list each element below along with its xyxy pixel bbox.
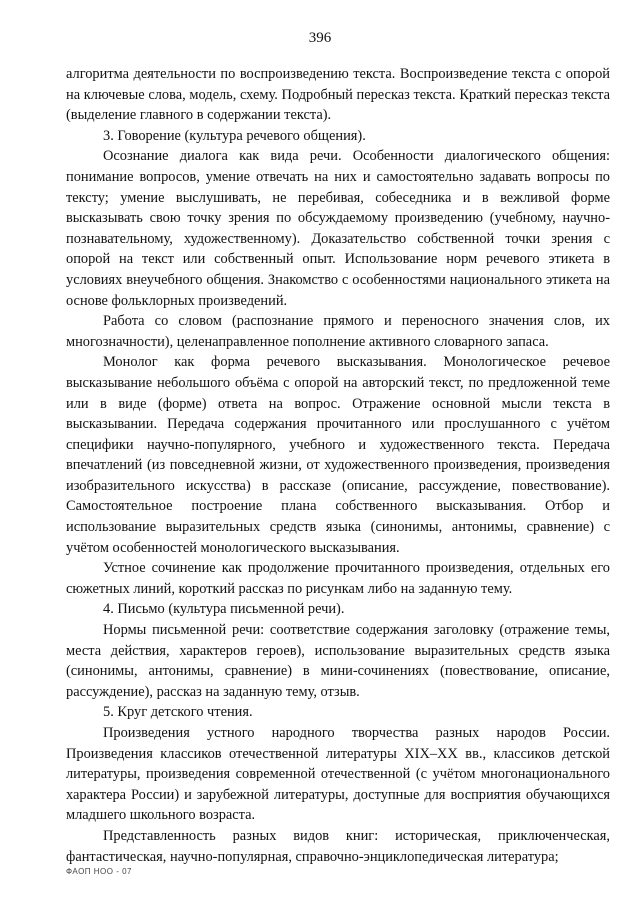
paragraph-works: Произведения устного народного творчества разных народов России. Произведения классиков отечественной литературы XIX–XX вв., классиков детской литературы, произведения современной отечественной (с учётом многонационального характера России) и зарубежной литературы, доступные для восприятия обучающихся младшего школьного возраста.	[66, 725, 610, 824]
section-heading-speaking: 3. Говорение (культура речевого общения).	[103, 127, 366, 144]
page-number: 396	[308, 30, 332, 46]
paragraph-reproduction-continued: алгоритма деятельности по воспроизведению текста. Воспроизведение текста с опорой на ключевые слова, модель, схему. Подробный пересказ текста. Краткий пересказ текста (выделение главного в содержании текста).	[66, 66, 610, 124]
paragraph-writing-norms: Нормы письменной речи: соответствие содержания заголовку (отражение темы, места действия, характеров героев), использование выразительных средств языка (синонимы, антонимы, сравнение) в мини-сочинениях (повествование, описание, рассуждение), рассказ на заданную тему, отзыв.	[66, 622, 610, 700]
paragraph-oral-composition: Устное сочинение как продолжение прочитанного произведения, отдельных его сюжетных линий, короткий рассказ по рисункам либо на заданную тему.	[66, 560, 610, 597]
footer-document-code: ФАОП НОО - 07	[66, 867, 132, 876]
paragraph-monologue: Монолог как форма речевого высказывания. Монологическое речевое высказывание небольшого объёма с опорой на авторский текст, по предложенной теме или в виде (форме) ответа на вопрос. Отражение основной мысли текста в высказывании. Передача содержания прочитанного или прослушанного с учётом специфики научно-популярного, учебного и художественного текста. Передача впечатлений (из повседневной жизни, от художественного произведения, произведения изобразительного искусства) в рассказе (описание, рассуждение, повествование). Самостоятельное построение плана собственного высказывания. Отбор и использование выразительных средств языка (синонимы, антонимы, сравнение) с учётом особенностей монологического высказывания.	[66, 354, 610, 556]
section-heading-reading-circle: 5. Круг детского чтения.	[103, 704, 253, 721]
paragraph-word-work: Работа со словом (распознание прямого и переносного значения слов, их многозначности), целенаправленное пополнение активного словарного запаса.	[66, 313, 610, 350]
paragraph-dialogue: Осознание диалога как вида речи. Особенности диалогического общения: понимание вопросов, умение отвечать на них и самостоятельно задавать вопросы по тексту; умение выслушивать, не перебивая, собеседника и в вежливой форме высказывать свою точку зрения по обсуждаемому произведению (учебному, научно-познавательному, художественному). Доказательство собственной точки зрения с опорой на текст или собственный опыт. Использование норм речевого этикета в условиях внеучебного общения. Знакомство с особенностями национального этикета на основе фольклорных произведений.	[66, 148, 610, 309]
section-heading-writing: 4. Письмо (культура письменной речи).	[103, 601, 345, 618]
paragraph-book-types: Представленность разных видов книг: историческая, приключенческая, фантастическая, научно-популярная, справочно-энциклопедическая литература;	[66, 827, 610, 865]
document-body	[66, 64, 610, 867]
